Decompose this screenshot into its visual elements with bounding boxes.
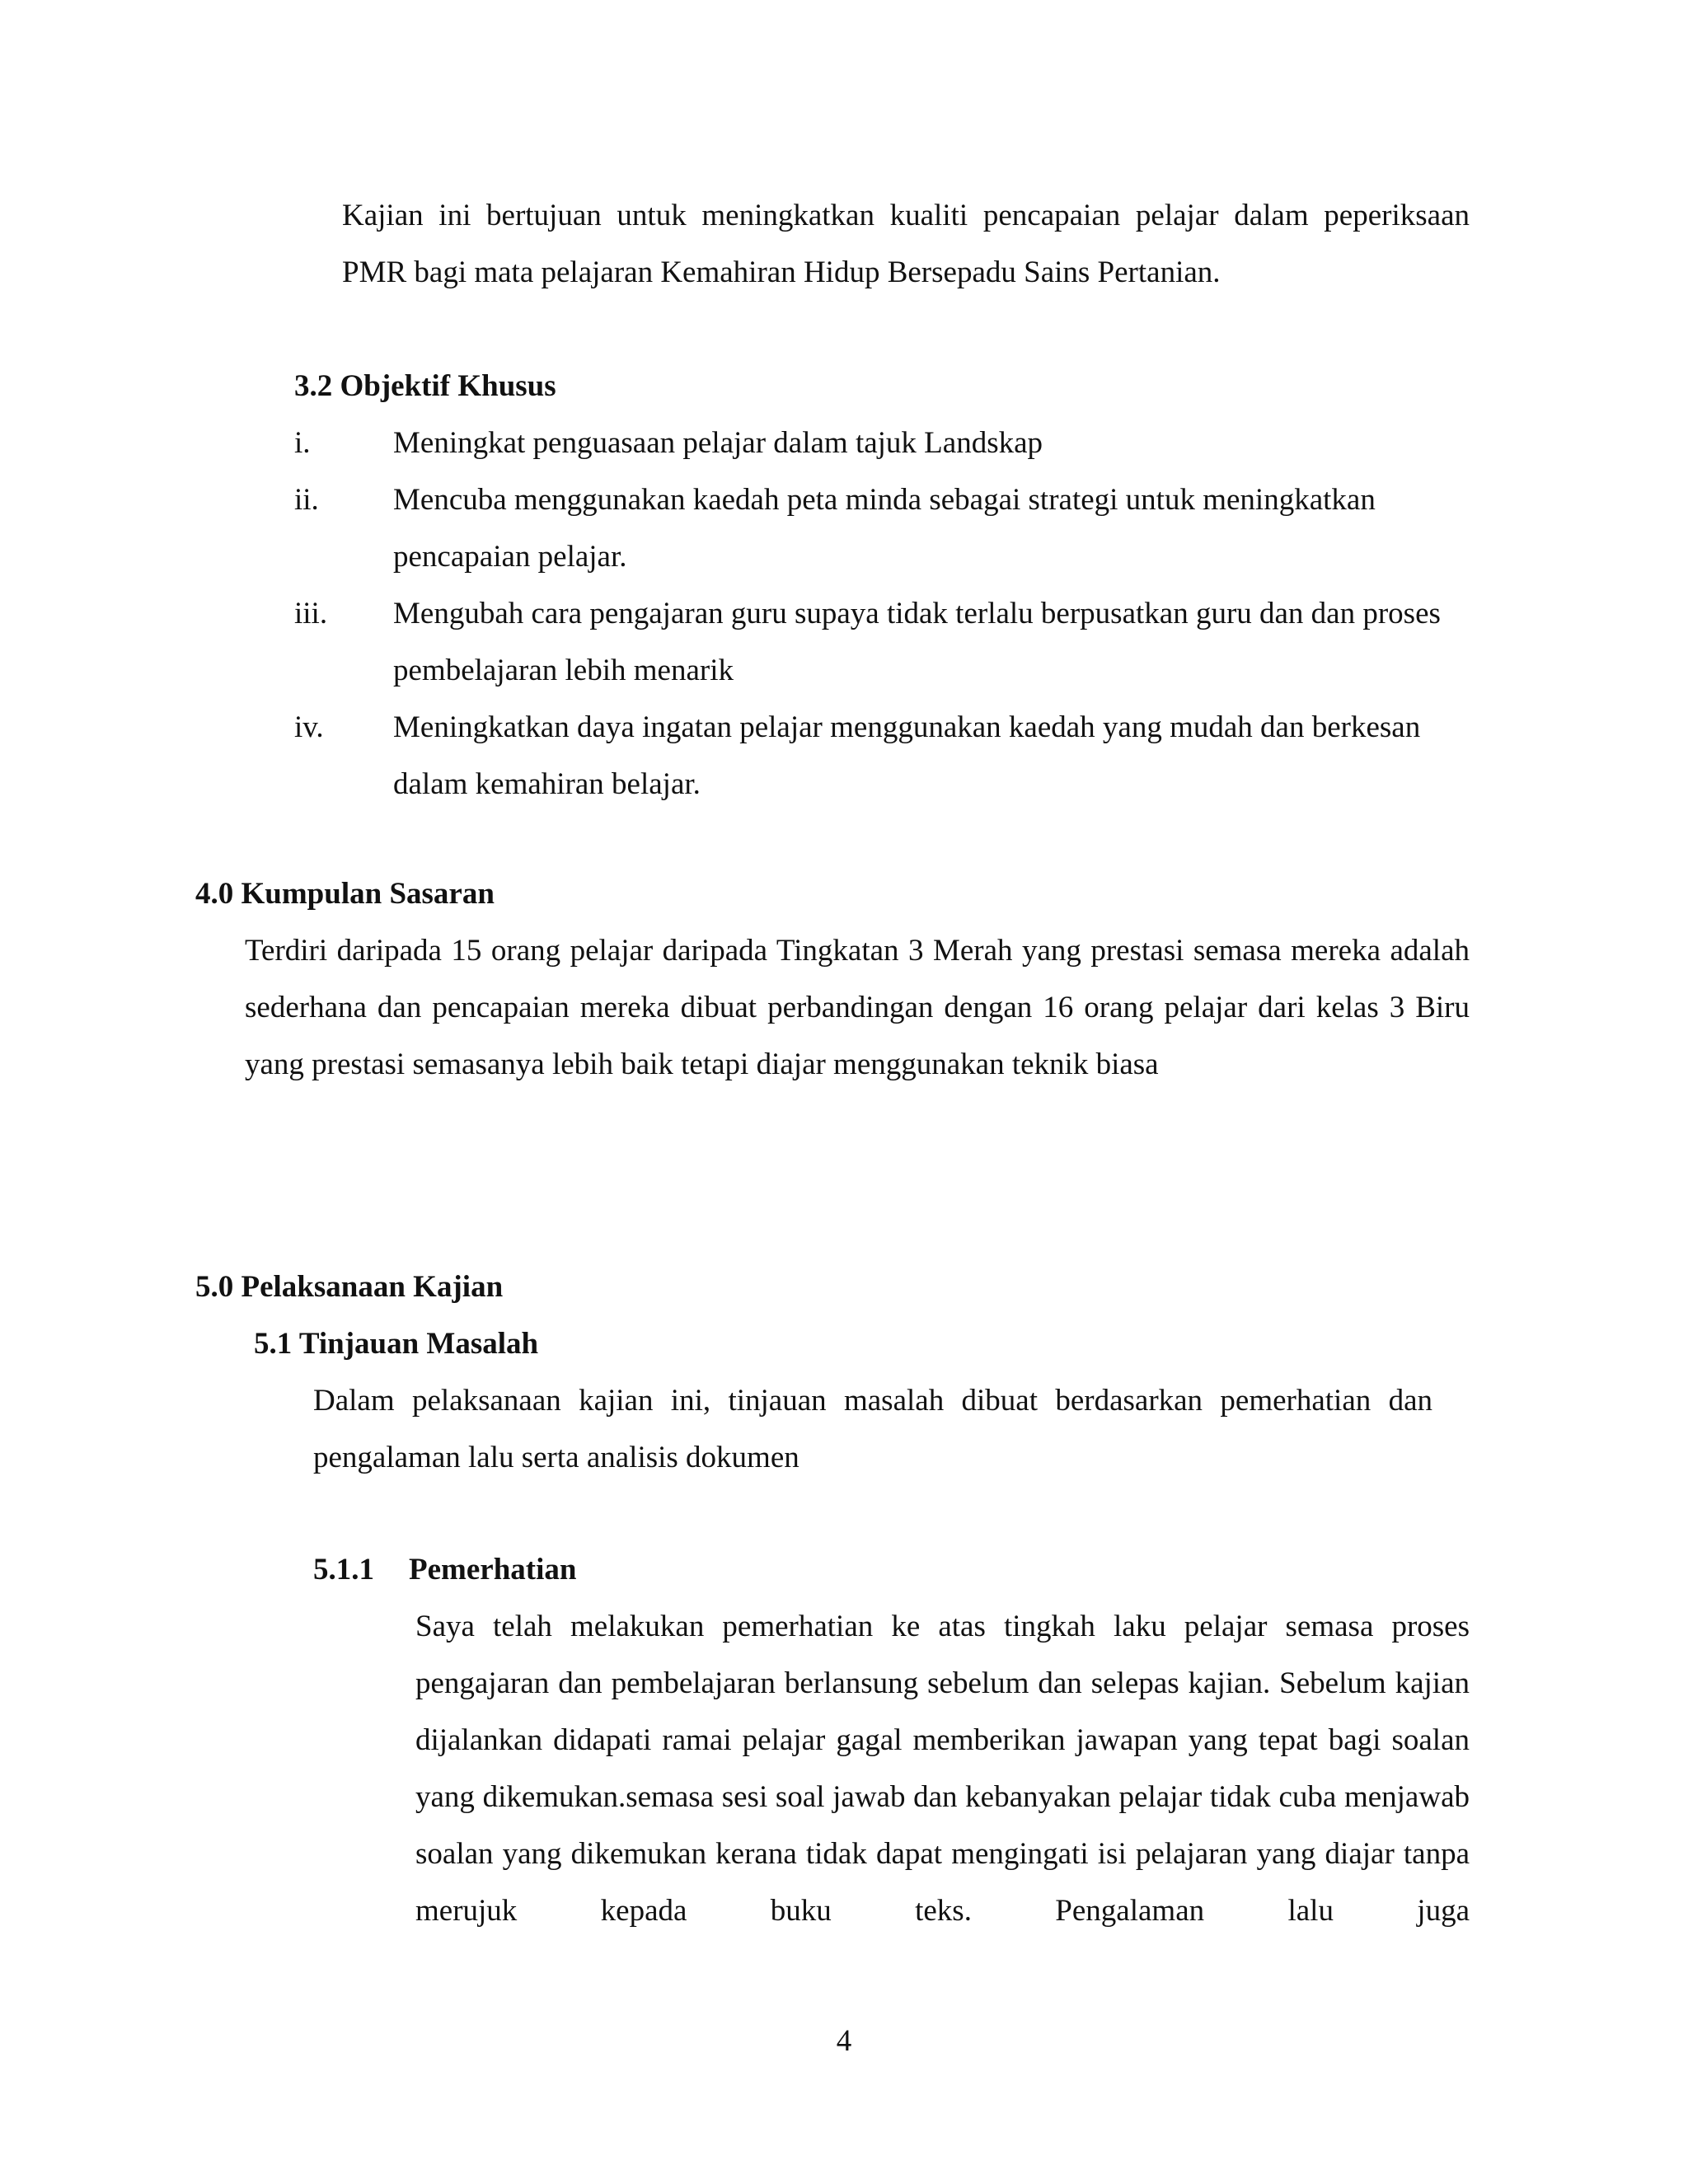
list-item-number: ii. — [294, 483, 319, 517]
list-item-text: Mencuba menggunakan kaedah peta minda sebagai strategi untuk meningkatkan pencapaian pelajar. — [393, 483, 1376, 574]
section-5-1-1-paragraph: Saya telah melakukan pemerhatian ke atas tingkah laku pelajar semasa proses pengajaran dan pembelajaran berlansung sebelum dan selepas kajian. Sebelum kajian dijalankan didapati ramai pelajar gagal memberikan jawapan yang tepat bagi soalan yang dikemukan.semasa sesi soal jawab dan kebanyakan pelajar tidak cuba menjawab soalan yang dikemukan kerana tidak dapat mengingati isi pelajaran yang diajar tanpa merujuk kepada buku teks. Pengalaman lalu juga — [415, 1610, 1470, 1928]
section-4-0 — [195, 865, 1470, 1093]
list-item-number: i. — [294, 426, 311, 460]
objectives-list — [294, 415, 1470, 813]
list-item-number: iii. — [294, 597, 328, 630]
section-5-0 — [195, 1258, 1470, 1315]
list-item — [294, 415, 1470, 471]
section-5-1-1-number: 5.1.1 — [313, 1553, 374, 1586]
intro-paragraph: Kajian ini bertujuan untuk meningkatkan kualiti pencapaian pelajar dalam peperiksaan PMR bagi mata pelajaran Kemahiran Hidup Bersepadu Sains Pertanian. — [342, 199, 1470, 289]
section-3-2-heading: 3.2 Objektif Khusus — [294, 369, 556, 403]
page-number: 4 — [836, 2024, 852, 2058]
section-3-2 — [294, 358, 1470, 813]
list-item-text: Meningkat penguasaan pelajar dalam tajuk Landskap — [393, 426, 1043, 460]
list-item-number: iv. — [294, 710, 324, 744]
list-item — [294, 585, 1470, 699]
list-item — [294, 471, 1470, 585]
list-item-text: Meningkatkan daya ingatan pelajar menggunakan kaedah yang mudah dan berkesan dalam kemahiran belajar. — [393, 710, 1421, 801]
section-5-1-1 — [313, 1541, 1470, 1939]
section-4-0-heading: 4.0 Kumpulan Sasaran — [195, 877, 495, 911]
section-5-1-heading: 5.1 Tinjauan Masalah — [254, 1327, 539, 1361]
section-5-0-heading: 5.0 Pelaksanaan Kajian — [195, 1270, 504, 1304]
section-5-1-1-heading — [313, 1541, 1470, 1598]
section-4-0-paragraph: Terdiri daripada 15 orang pelajar daripada Tingkatan 3 Merah yang prestasi semasa mereka adalah sederhana dan pencapaian mereka dibuat perbandingan dengan 16 orang pelajar dari kelas 3 Biru yang prestasi semasanya lebih baik tetapi diajar menggunakan teknik biasa — [245, 934, 1470, 1081]
intro-block — [342, 187, 1470, 301]
list-item-text: Mengubah cara pengajaran guru supaya tidak terlalu berpusatkan guru dan dan proses pembelajaran lebih menarik — [393, 597, 1441, 687]
section-5-1 — [254, 1315, 1470, 1486]
section-5-1-1-title: Pemerhatian — [409, 1553, 577, 1586]
section-5-1-paragraph: Dalam pelaksanaan kajian ini, tinjauan masalah dibuat berdasarkan pemerhatian dan pengalaman lalu serta analisis dokumen — [313, 1384, 1432, 1474]
list-item — [294, 699, 1470, 813]
